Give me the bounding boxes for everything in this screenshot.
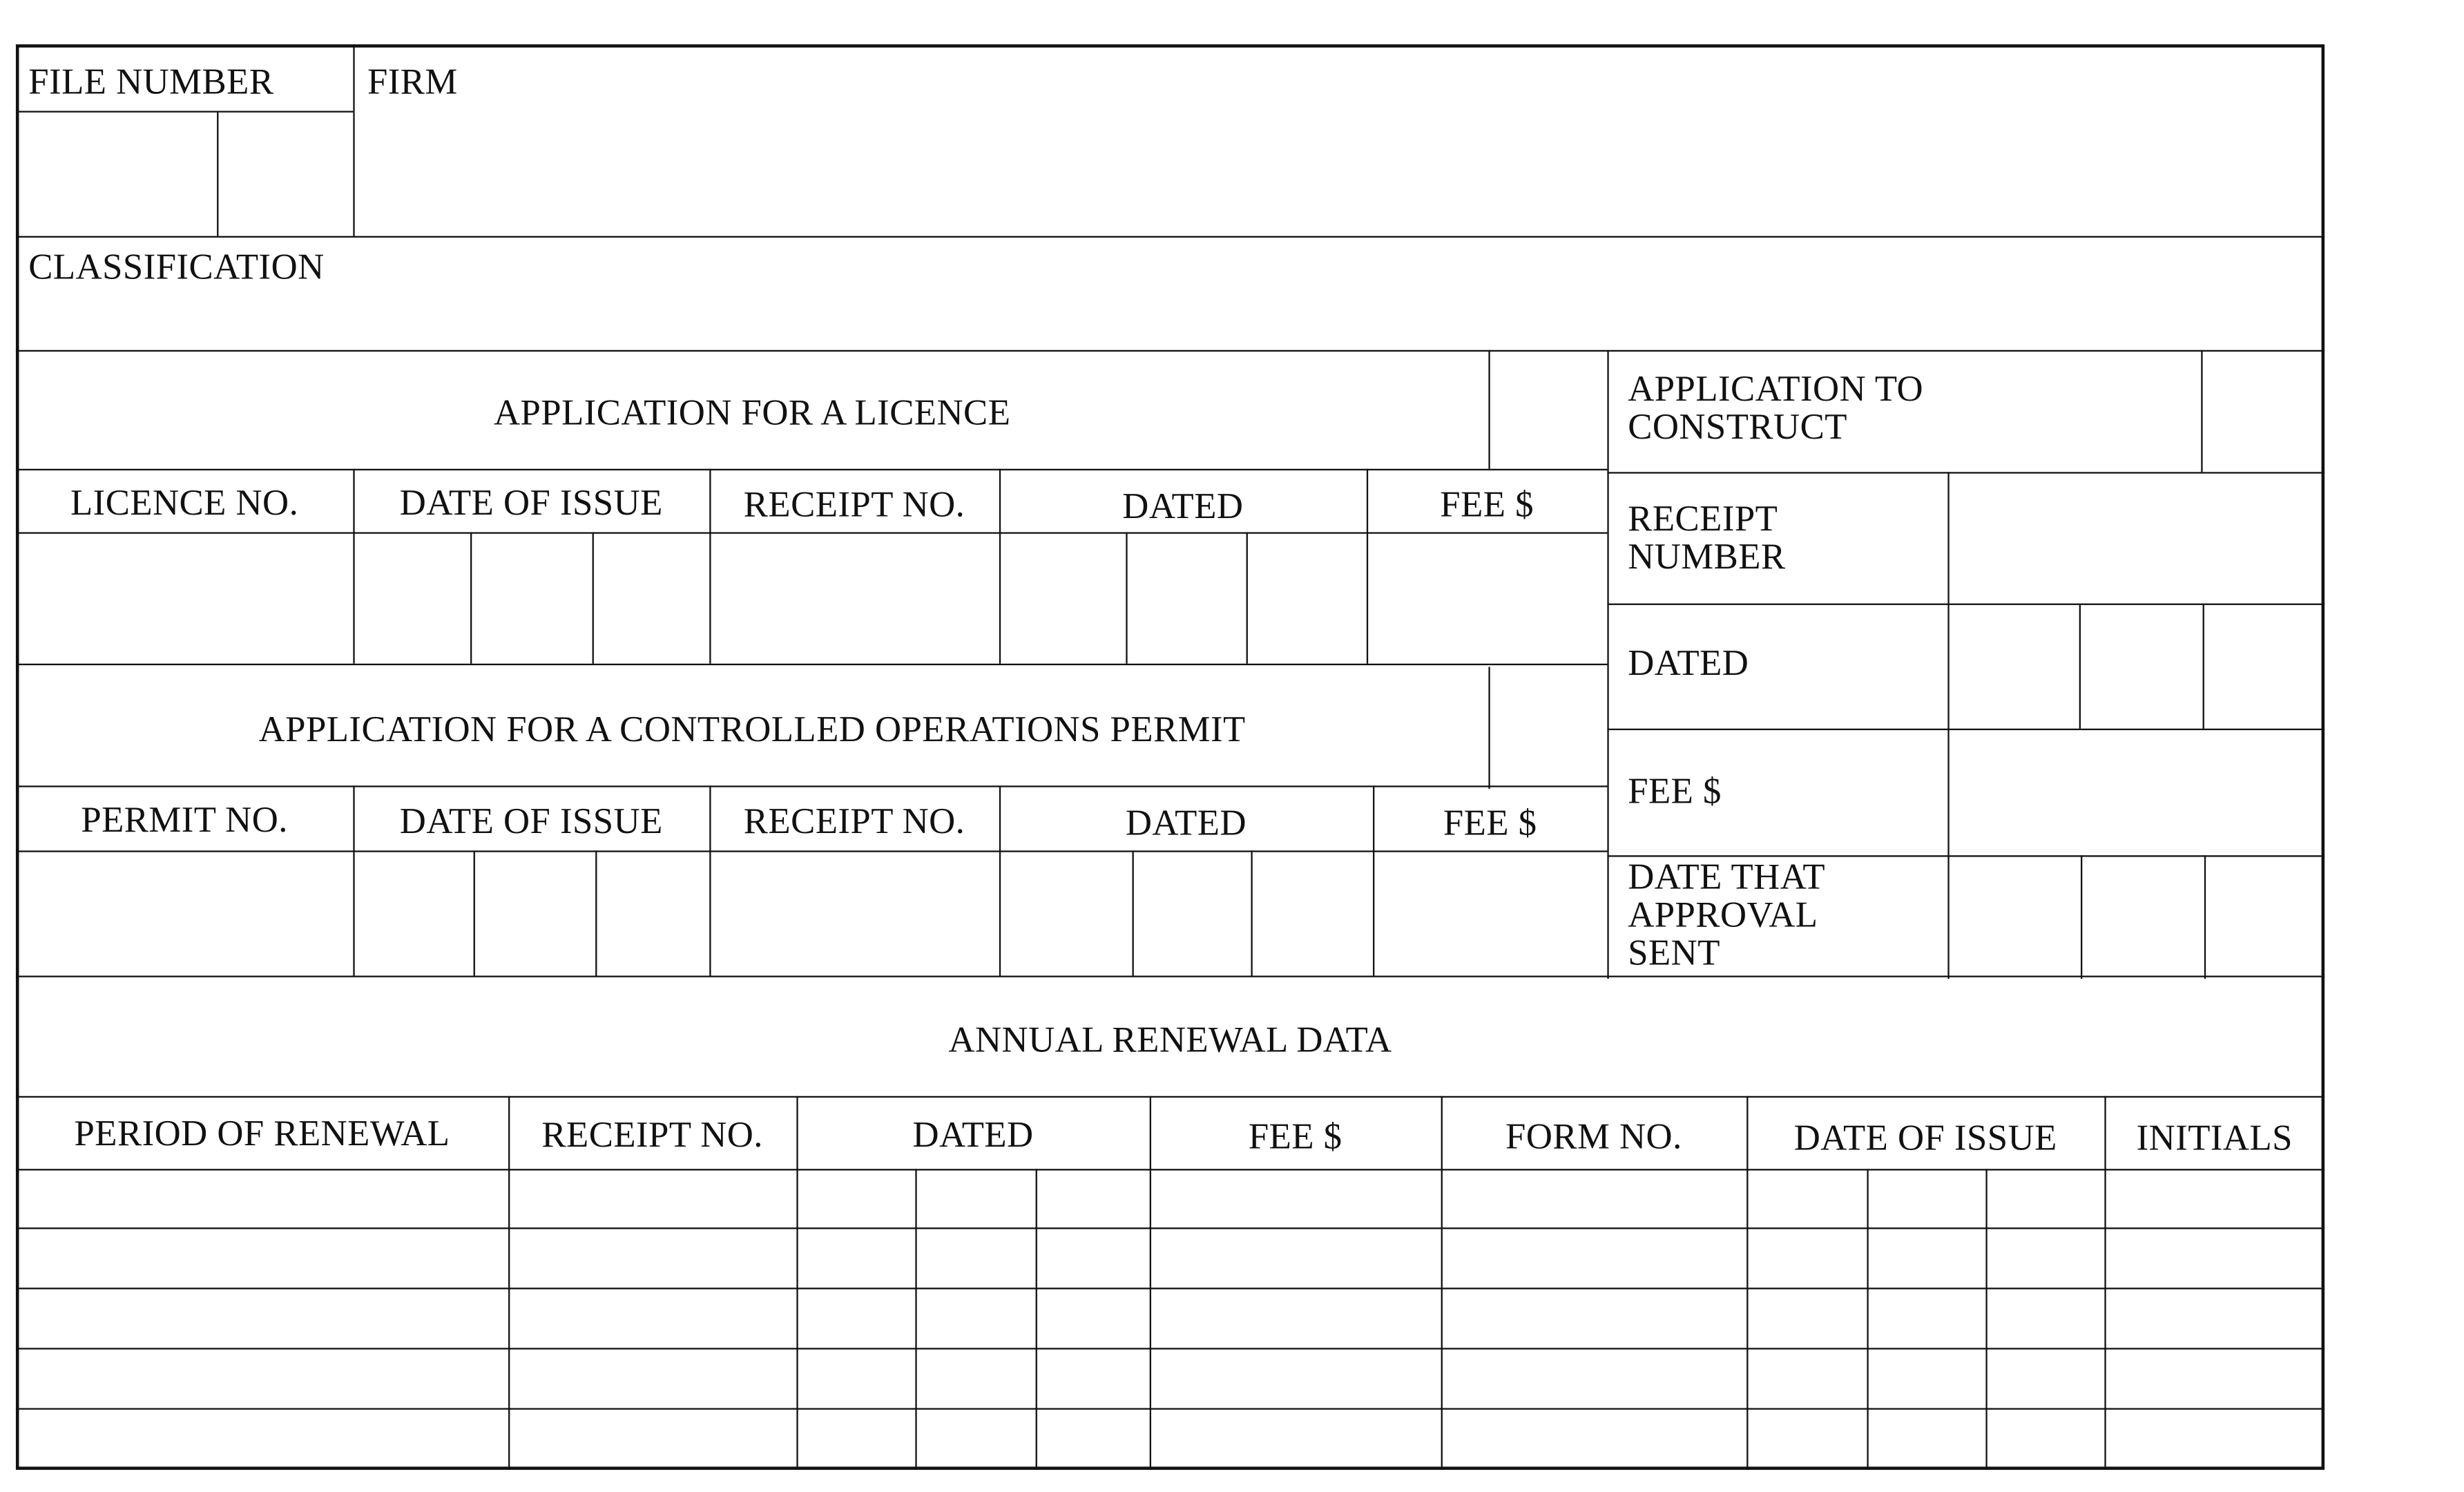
- classification-field[interactable]: [380, 239, 2320, 347]
- permit-header-bottom: [16, 850, 1607, 852]
- renewal-vline-3: [1150, 1096, 1151, 1470]
- renewal-vline-1: [508, 1096, 510, 1470]
- construct-check-box[interactable]: [2204, 353, 2320, 468]
- renewal-issue-split-2: [1985, 1169, 1987, 1470]
- renewal-section-title: ANNUAL RENEWAL DATA: [948, 1020, 1392, 1060]
- licence-section-title: APPLICATION FOR A LICENCE: [493, 392, 1011, 432]
- licence-dated-month-field[interactable]: [1129, 535, 1244, 662]
- permit-check-left: [1488, 667, 1490, 789]
- construct-check-left: [2201, 350, 2202, 472]
- licence-issue-day-field[interactable]: [356, 535, 469, 662]
- classification-label: CLASSIFICATION: [28, 247, 325, 287]
- construct-receipt-line2: NUMBER: [1628, 537, 1786, 577]
- renewal-vline-6: [2104, 1096, 2106, 1470]
- file-number-field-2[interactable]: [220, 114, 352, 233]
- renewal-dated-split-1: [915, 1169, 916, 1470]
- licence-vline-4: [1367, 469, 1368, 664]
- construct-dated-split-1: [2079, 604, 2081, 729]
- licence-dated-day-field[interactable]: [1002, 535, 1124, 662]
- permit-date-split-1: [474, 850, 475, 975]
- firm-divider: [353, 44, 354, 236]
- permit-dated-day-field[interactable]: [1002, 854, 1130, 974]
- licence-date-split-1: [470, 532, 472, 663]
- licence-row-bottom: [16, 664, 1607, 665]
- renewal-vline-5: [1746, 1096, 1748, 1470]
- licence-col-licence-no: LICENCE NO.: [70, 483, 299, 523]
- permit-col-dated: DATED: [1125, 803, 1247, 843]
- construct-approval-day-field[interactable]: [1951, 859, 2079, 976]
- licence-receipt-field[interactable]: [713, 535, 998, 662]
- renewal-receipt-column[interactable]: [512, 1172, 795, 1466]
- firm-label: FIRM: [367, 61, 458, 102]
- permit-dated-year-field[interactable]: [1254, 854, 1371, 974]
- construct-approval-label: [1628, 859, 1825, 973]
- permit-issue-month-field[interactable]: [477, 854, 594, 974]
- licence-vline-2: [709, 469, 711, 664]
- construct-dated-split-2: [2203, 604, 2204, 729]
- permit-vline-1: [353, 785, 354, 975]
- renewal-issue-split-1: [1867, 1169, 1868, 1470]
- licence-col-dated: DATED: [1122, 486, 1244, 526]
- renewal-dated-split-2: [1036, 1169, 1037, 1470]
- construct-title: [1628, 371, 1923, 447]
- renewal-col-form-no: FORM NO.: [1505, 1116, 1682, 1156]
- licence-dated-year-field[interactable]: [1249, 535, 1365, 662]
- construct-fee-label: FEE $: [1628, 771, 1722, 812]
- construct-approval-line3: SENT: [1628, 932, 1720, 973]
- permit-header-top: [16, 785, 1607, 787]
- permit-issue-day-field[interactable]: [356, 854, 472, 974]
- renewal-col-initials: INITIALS: [2136, 1118, 2293, 1158]
- renewal-section-top: [16, 975, 2325, 977]
- construct-approval-line1: DATE THAT: [1628, 857, 1826, 897]
- renewal-vline-4: [1441, 1096, 1443, 1470]
- renewal-vline-2: [796, 1096, 798, 1470]
- permit-receipt-field[interactable]: [713, 854, 998, 974]
- construct-receipt-line1: RECEIPT: [1628, 499, 1778, 539]
- construct-title-line1: APPLICATION TO: [1628, 369, 1924, 409]
- licence-vline-3: [999, 469, 1001, 664]
- classification-bottom-line: [16, 350, 2325, 352]
- construct-dated-bottom: [1607, 729, 2325, 730]
- file-number-split: [217, 111, 218, 236]
- licence-dated-split-2: [1247, 532, 1248, 663]
- permit-dated-split-2: [1251, 850, 1252, 975]
- renewal-col-dated: DATED: [912, 1115, 1034, 1155]
- renewal-fee-column[interactable]: [1153, 1172, 1439, 1466]
- licence-issue-year-field[interactable]: [595, 535, 708, 662]
- construct-approval-year-field[interactable]: [2207, 859, 2320, 976]
- renewal-header-top: [16, 1096, 2325, 1098]
- permit-col-date-of-issue: DATE OF ISSUE: [399, 801, 663, 841]
- file-number-divider: [16, 111, 353, 113]
- permit-fee-field[interactable]: [1376, 854, 1606, 974]
- construct-dated-month-field[interactable]: [2082, 606, 2201, 727]
- permit-col-receipt-no: RECEIPT NO.: [743, 801, 965, 841]
- permit-vline-2: [709, 785, 711, 975]
- construct-title-line2: CONSTRUCT: [1628, 407, 1847, 447]
- construct-dated-year-field[interactable]: [2206, 606, 2320, 727]
- construct-dated-day-field[interactable]: [1951, 606, 2077, 727]
- construct-approval-split-2: [2204, 855, 2206, 979]
- licence-check-box[interactable]: [1492, 353, 1606, 466]
- renewal-col-receipt-no: RECEIPT NO.: [541, 1115, 763, 1155]
- construct-header-bottom: [1607, 472, 2325, 473]
- permit-col-permit-no: PERMIT NO.: [81, 799, 288, 840]
- permit-dated-month-field[interactable]: [1135, 854, 1249, 974]
- permit-issue-year-field[interactable]: [599, 854, 708, 974]
- licence-check-left: [1488, 350, 1490, 469]
- permit-check-box[interactable]: [1492, 670, 1606, 785]
- construct-receipt-field[interactable]: [1951, 475, 2320, 602]
- renewal-col-fee: FEE $: [1248, 1116, 1342, 1156]
- renewal-initials-column[interactable]: [2108, 1172, 2322, 1466]
- licence-header-bottom: [16, 532, 1607, 533]
- renewal-header-bottom: [16, 1169, 2325, 1170]
- licence-no-field[interactable]: [19, 535, 352, 662]
- permit-vline-3: [999, 785, 1001, 975]
- construct-dated-label: DATED: [1628, 642, 1749, 683]
- construct-fee-field[interactable]: [1951, 731, 2320, 852]
- construct-approval-split-1: [2081, 855, 2082, 979]
- permit-col-fee: FEE $: [1443, 803, 1537, 843]
- file-number-label: FILE NUMBER: [28, 61, 274, 102]
- licence-issue-month-field[interactable]: [474, 535, 591, 662]
- licence-col-receipt-no: RECEIPT NO.: [743, 484, 965, 524]
- renewal-period-column[interactable]: [19, 1172, 507, 1466]
- licence-date-split-2: [593, 532, 594, 663]
- licence-vline-1: [353, 469, 354, 664]
- construct-receipt-label: [1628, 501, 1785, 577]
- construct-approval-line2: APPROVAL: [1628, 895, 1818, 935]
- renewal-col-date-of-issue: DATE OF ISSUE: [1793, 1118, 2057, 1158]
- construct-divider: [1607, 350, 1608, 979]
- licence-col-fee: FEE $: [1440, 484, 1534, 524]
- classification-top-line: [16, 236, 2325, 238]
- licence-dated-split-1: [1126, 532, 1127, 663]
- construct-receipt-bottom: [1607, 604, 2325, 605]
- permit-no-field[interactable]: [19, 854, 352, 974]
- permit-date-split-2: [595, 850, 597, 975]
- permit-section-title: APPLICATION FOR A CONTROLLED OPERATIONS PERMIT: [258, 709, 1246, 749]
- licence-header-top: [16, 469, 1607, 470]
- construct-approval-month-field[interactable]: [2084, 859, 2203, 976]
- construct-label-divider: [1947, 472, 1949, 979]
- permit-vline-4: [1373, 785, 1374, 975]
- licence-col-date-of-issue: DATE OF ISSUE: [399, 483, 663, 523]
- file-number-field-1[interactable]: [19, 114, 215, 233]
- licence-fee-field[interactable]: [1369, 535, 1606, 662]
- firm-field[interactable]: [356, 104, 2320, 234]
- renewal-form-no-column[interactable]: [1444, 1172, 1745, 1466]
- permit-dated-split-1: [1132, 850, 1133, 975]
- renewal-col-period: PERIOD OF RENEWAL: [74, 1113, 450, 1154]
